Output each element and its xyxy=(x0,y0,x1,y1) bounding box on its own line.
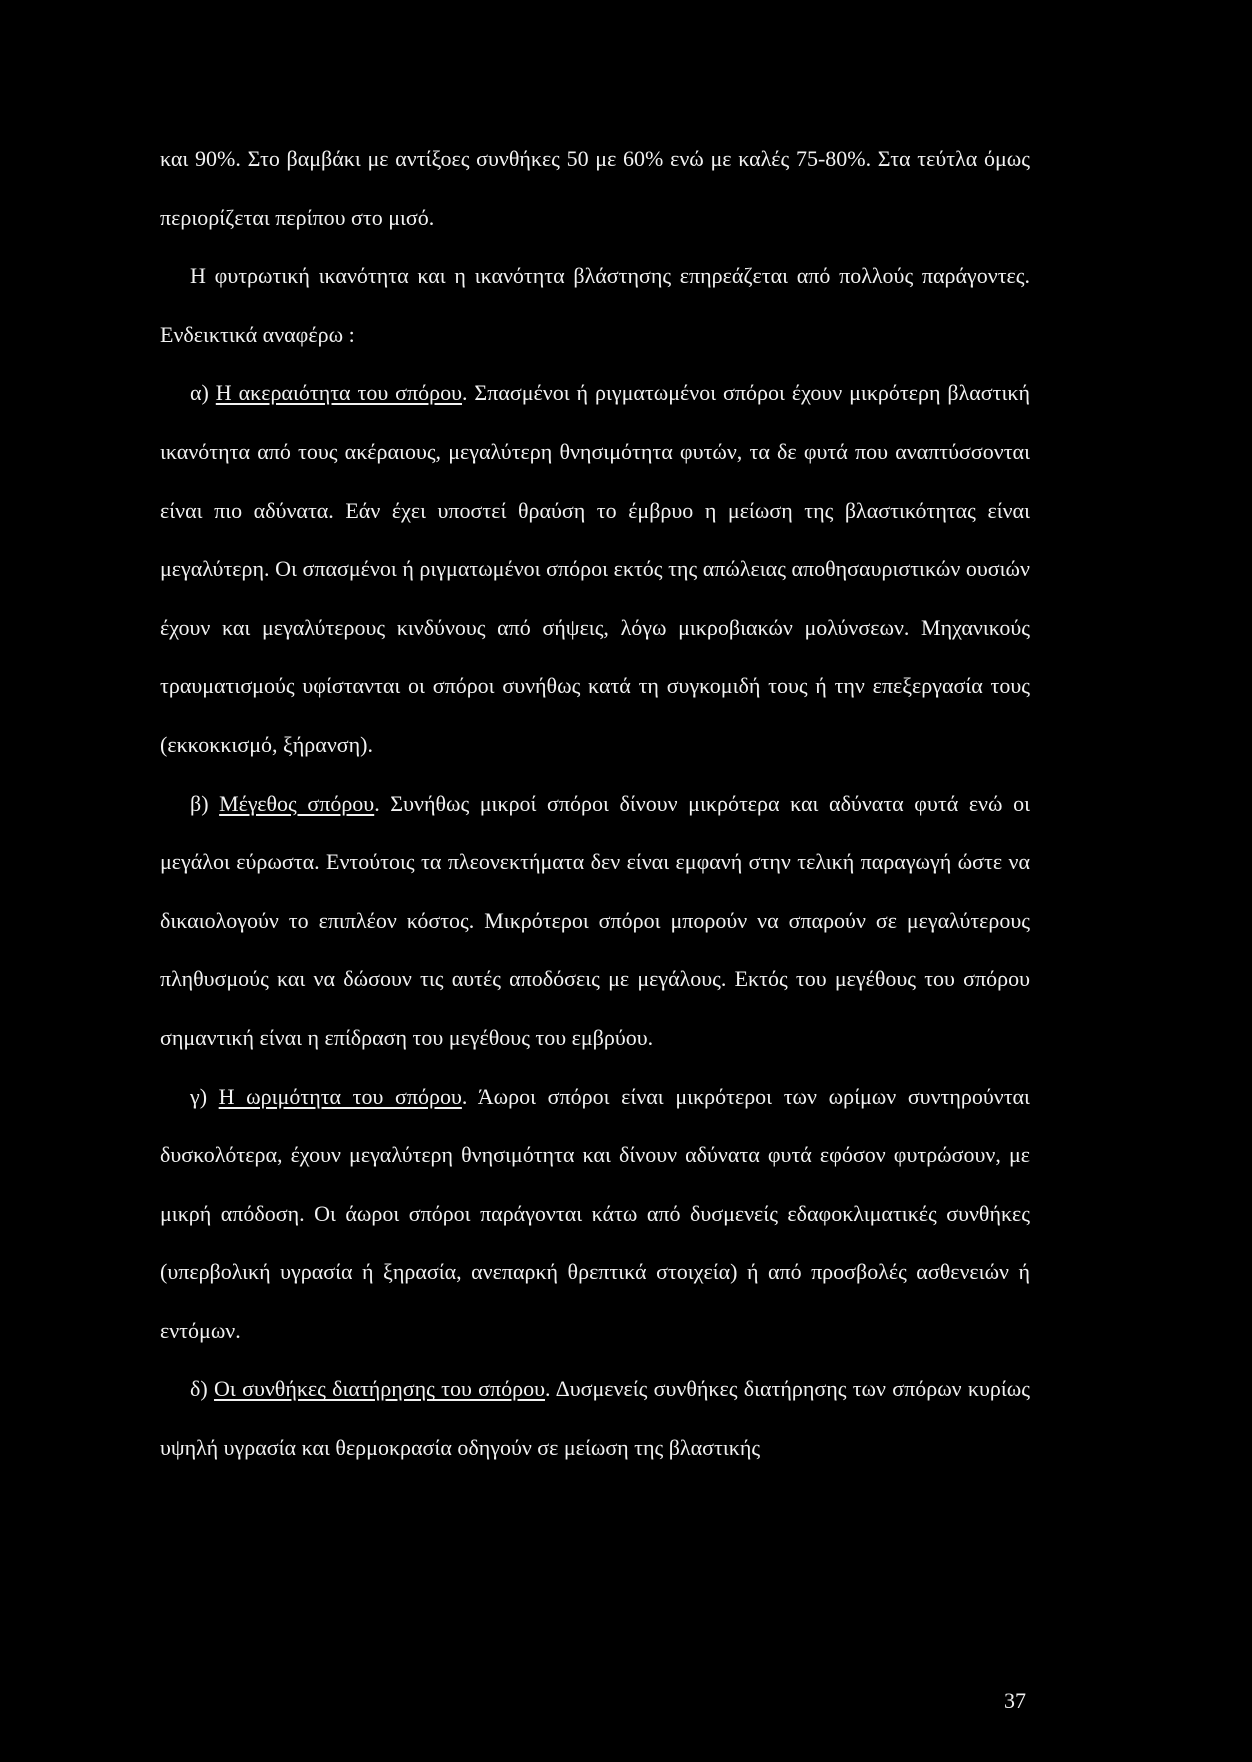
section-heading-seed-integrity: Η ακεραιότητα του σπόρου xyxy=(215,380,462,406)
list-marker: δ) xyxy=(190,1376,214,1402)
paragraph-beta xyxy=(160,775,1030,1068)
section-heading-storage-conditions: Οι συνθήκες διατήρησης του σπόρου xyxy=(213,1376,546,1402)
page-content xyxy=(160,130,1030,1478)
paragraph-text: . Δυσμενείς συνθήκες διατήρησης των σπόρων κυρίως υψηλή υγρασία και θερμοκρασία οδηγούν σε μείωση της βλαστικής xyxy=(160,1376,1030,1461)
paragraph-text: . Άωροι σπόροι είναι μικρότεροι των ωρίμων συντηρούνται δυσκολότερα, έχουν μεγαλύτερη θνησιμότητα και δίνουν αδύνατα φυτά εφόσον φυτρώσουν, με μικρή απόδοση. Οι άωροι σπόροι παράγονται κάτω από δυσμενείς εδαφοκλιματικές συνθήκες (υπερβολική υγρασία ή ξηρασία, ανεπαρκή θρεπτικά στοιχεία) ή από προσβολές ασθενειών ή εντόμων. xyxy=(160,1083,1030,1343)
list-marker: γ) xyxy=(190,1083,219,1109)
section-heading-seed-maturity: Η ωριμότητα του σπόρου xyxy=(218,1083,462,1109)
paragraph-gamma xyxy=(160,1068,1030,1361)
section-heading-seed-size: Μέγεθος σπόρου xyxy=(219,790,375,816)
paragraph-delta xyxy=(160,1360,1030,1477)
list-marker: β) xyxy=(190,790,220,816)
paragraph-text: . Συνήθως μικροί σπόροι δίνουν μικρότερα και αδύνατα φυτά ενώ οι μεγάλοι εύρωστα. Εντούτοις τα πλεονεκτήματα δεν είναι εμφανή στην τελική παραγωγή ώστε να δικαιολογούν το επιπλέον κόστος. Μικρότεροι σπόροι μπορούν να σπαρούν σε μεγαλύτερους πληθυσμούς και να δώσουν τις αυτές αποδόσεις με μεγάλους. Εκτός του μεγέθους του σπόρου σημαντική είναι η επίδραση του μεγέθους του εμβρύου. xyxy=(160,790,1030,1050)
paragraph-factors xyxy=(160,247,1030,364)
paragraph-alpha xyxy=(160,364,1030,774)
paragraph-text: και 90%. Στο βαμβάκι με αντίξοες συνθήκες 50 με 60% ενώ με καλές 75-80%. Στα τεύτλα όμως περιορίζεται περίπου στο μισό. xyxy=(160,146,1030,230)
paragraph-text: Η φυτρωτική ικανότητα και η ικανότητα βλάστησης επηρεάζεται από πολλούς παράγοντες. Ενδεικτικά αναφέρω : xyxy=(160,263,1030,347)
page-number: 37 xyxy=(1004,1688,1026,1713)
paragraph-text: . Σπασμένοι ή ριγματωμένοι σπόροι έχουν μικρότερη βλαστική ικανότητα από τους ακέραιους, μεγαλύτερη θνησιμότητα φυτών, τα δε φυτά που αναπτύσσονται είναι πιο αδύνατα. Εάν έχει υποστεί θραύση το έμβρυο η μείωση της βλαστικότητας είναι μεγαλύτερη. Οι σπασμένοι ή ριγματωμένοι σπόροι εκτός της απώλειας αποθησαυριστικών ουσιών έχουν και μεγαλύτερους κινδύνους από σήψεις, λόγω μικροβιακών μολύνσεων. Μηχανικούς τραυματισμούς υφίστανται οι σπόροι συνήθως κατά τη συγκομιδή τους ή την επεξεργασία τους (εκκοκκισμό, ξήρανση). xyxy=(160,380,1030,757)
list-marker: α) xyxy=(190,380,216,406)
paragraph-intro xyxy=(160,130,1030,247)
